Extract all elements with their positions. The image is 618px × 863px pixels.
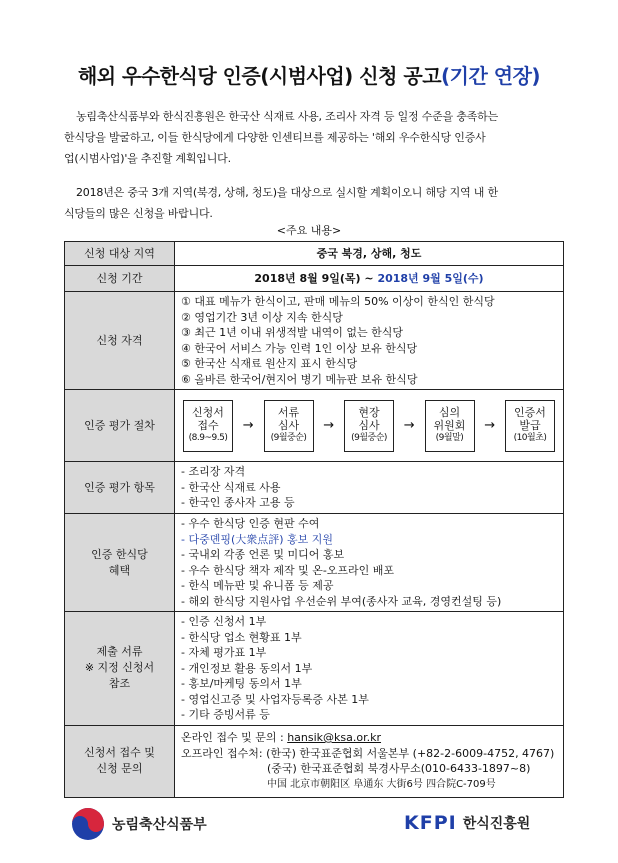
documents-list bbox=[175, 612, 564, 726]
period-label: 신청 기간 bbox=[65, 266, 175, 292]
procedure-step bbox=[505, 400, 555, 452]
list-item: - 영업신고증 및 사업자등록증 사본 1부 bbox=[181, 692, 369, 706]
arrow-right-icon: → bbox=[242, 417, 254, 433]
list-item: - 우수 한식당 책자 제작 및 온-오프라인 배포 bbox=[181, 563, 395, 577]
offline-address: 中国 北京市朝阳区 阜通东 大街6号 四合院C-709号 bbox=[267, 778, 496, 790]
online-contact bbox=[181, 730, 557, 746]
period-end: 2018년 9월 5일(수) bbox=[377, 271, 484, 285]
ministry-name: 농림축산식품부 bbox=[112, 817, 207, 833]
contact-label bbox=[65, 725, 175, 797]
list-item: - 다중뎬핑(大衆点評) 홍보 지원 bbox=[181, 532, 334, 546]
list-item: ⑥ 올바른 한국어/현지어 병기 메뉴판 보유 한식당 bbox=[181, 372, 418, 386]
offline-contact: (중국) 한국표준협회 북경사무소(010-6433-1897~8) bbox=[267, 762, 531, 775]
criteria-list bbox=[175, 462, 564, 514]
title-main: 해외 우수한식당 인증(시범사업) 신청 공고 bbox=[77, 64, 442, 88]
kfpi-logo bbox=[404, 812, 530, 834]
step-line: 접수 bbox=[197, 419, 219, 432]
procedure-step bbox=[183, 400, 233, 452]
row-benefits bbox=[65, 514, 564, 612]
period-sep: ~ bbox=[360, 271, 378, 285]
procedure-step bbox=[264, 400, 314, 452]
row-qualification bbox=[65, 292, 564, 390]
kfpi-wordmark: KFPI bbox=[404, 812, 457, 834]
offline-contact: 오프라인 접수처: (한국) 한국표준협회 서울본부 (+82-2-6009-4752, 4767) bbox=[181, 746, 555, 760]
step-date: (10월초) bbox=[513, 433, 547, 443]
procedure-label: 인증 평가 절차 bbox=[65, 390, 175, 462]
row-criteria bbox=[65, 462, 564, 514]
page-title bbox=[0, 60, 618, 89]
region-label: 신청 대상 지역 bbox=[65, 242, 175, 266]
step-line: 심의 bbox=[438, 406, 461, 419]
table-caption: <주요 내용> bbox=[276, 224, 342, 237]
list-item: - 조리장 자격 bbox=[181, 465, 246, 479]
list-item: - 기타 증빙서류 등 bbox=[181, 708, 270, 721]
step-line: 서류 bbox=[277, 406, 300, 419]
list-item: - 한식당 업소 현황표 1부 bbox=[181, 630, 302, 644]
ministry-logo bbox=[70, 806, 207, 842]
row-documents bbox=[65, 612, 564, 726]
period-start: 2018년 8월 9일(목) bbox=[254, 271, 361, 285]
list-item: - 개인정보 활용 동의서 1부 bbox=[181, 661, 313, 675]
step-line: 심사 bbox=[277, 419, 300, 432]
contact-info bbox=[175, 725, 564, 797]
list-item: ③ 최근 1년 이내 위생적발 내역이 없는 한식당 bbox=[181, 326, 403, 339]
arrow-right-icon: → bbox=[323, 417, 335, 433]
step-line: 발급 bbox=[519, 419, 541, 432]
contact-label-line: 신청 문의 bbox=[96, 762, 143, 775]
benefits-label bbox=[65, 514, 175, 612]
documents-label-line: 참조 bbox=[108, 677, 131, 691]
step-line: 인증서 bbox=[514, 406, 546, 419]
list-item: - 자체 평가표 1부 bbox=[181, 646, 267, 659]
period-value bbox=[175, 266, 564, 292]
list-item: - 한국산 식재료 사용 bbox=[181, 480, 281, 494]
step-line: 심사 bbox=[358, 419, 380, 432]
kfpi-name: 한식진흥원 bbox=[462, 816, 531, 832]
region-value: 중국 북경, 상해, 청도 bbox=[175, 242, 564, 266]
row-procedure bbox=[65, 390, 564, 462]
benefits-label-line: 인증 한식당 bbox=[91, 547, 148, 561]
intro-line: 업(시범사업)'을 추진할 계획입니다. bbox=[64, 152, 231, 165]
list-item: ④ 한국어 서비스 가능 인력 1인 이상 보유 한식당 bbox=[181, 341, 418, 355]
procedure-flow bbox=[175, 390, 564, 462]
arrow-right-icon: → bbox=[484, 417, 496, 433]
qualification-list bbox=[175, 292, 564, 390]
intro-paragraph bbox=[64, 106, 564, 169]
info-table bbox=[64, 241, 564, 798]
step-line: 현장 bbox=[358, 406, 380, 419]
documents-label-line: 제출 서류 bbox=[96, 645, 143, 659]
email-link[interactable]: hansik@ksa.or.kr bbox=[287, 731, 382, 744]
intro-line: 한식당을 발굴하고, 이들 한식당에게 다양한 인센티브를 제공하는 '해외 우수한식당 인증사 bbox=[64, 131, 486, 144]
list-item: ① 대표 메뉴가 한식이고, 판매 메뉴의 50% 이상이 한식인 한식당 bbox=[181, 295, 495, 308]
taegeuk-icon bbox=[70, 806, 106, 842]
list-item: - 우수 한식당 인증 현판 수여 bbox=[181, 517, 320, 530]
step-date: (9월중순) bbox=[351, 433, 387, 443]
row-period bbox=[65, 266, 564, 292]
step-line: 신청서 bbox=[192, 406, 224, 419]
row-region bbox=[65, 242, 564, 266]
list-item: - 인증 신청서 1부 bbox=[181, 615, 267, 628]
criteria-label: 인증 평가 항목 bbox=[65, 462, 175, 514]
step-date: (8.9~9.5) bbox=[188, 433, 228, 443]
list-item: ⑤ 한국산 식재료 원산지 표시 한식당 bbox=[181, 357, 358, 370]
arrow-right-icon: → bbox=[403, 417, 415, 433]
intro2-paragraph bbox=[64, 182, 564, 224]
title-suffix: (기간 연장) bbox=[441, 64, 541, 88]
procedure-step bbox=[344, 400, 394, 452]
documents-label bbox=[65, 612, 175, 726]
qualification-label: 신청 자격 bbox=[65, 292, 175, 390]
intro2-line: 식당들의 많은 신청을 바랍니다. bbox=[64, 207, 213, 220]
row-contact bbox=[65, 725, 564, 797]
online-prefix: 온라인 접수 및 문의 : bbox=[181, 731, 288, 744]
step-line: 위원회 bbox=[433, 419, 466, 432]
intro2-line: 2018년은 중국 3개 지역(북경, 상해, 청도)을 대상으로 실시할 계획이오니 해당 지역 내 한 bbox=[76, 186, 498, 199]
step-date: (9월말) bbox=[435, 433, 464, 443]
intro-line: 농림축산식품부와 한식진흥원은 한국산 식재료 사용, 조리사 자격 등 일정 수준을 충족하는 bbox=[76, 110, 499, 123]
list-item: - 한식 메뉴판 및 유니폼 등 제공 bbox=[181, 579, 334, 592]
step-date: (9월중순) bbox=[270, 433, 307, 443]
list-item: ② 영업기간 3년 이상 지속 한식당 bbox=[181, 310, 343, 324]
list-item: - 한국인 종사자 고용 등 bbox=[181, 496, 295, 510]
benefits-list bbox=[175, 514, 564, 612]
documents-label-line: ※ 지정 신청서 bbox=[84, 661, 155, 675]
contact-label-line: 신청서 접수 및 bbox=[84, 746, 155, 759]
benefits-label-line: 혜택 bbox=[108, 563, 131, 577]
list-item: - 해외 한식당 지원사업 우선순위 부여(종사자 교육, 경영컨설팅 등) bbox=[181, 594, 502, 608]
list-item: - 홍보/마케팅 동의서 1부 bbox=[181, 677, 302, 690]
procedure-step bbox=[425, 400, 475, 452]
list-item: - 국내외 각종 언론 및 미디어 홍보 bbox=[181, 548, 345, 561]
